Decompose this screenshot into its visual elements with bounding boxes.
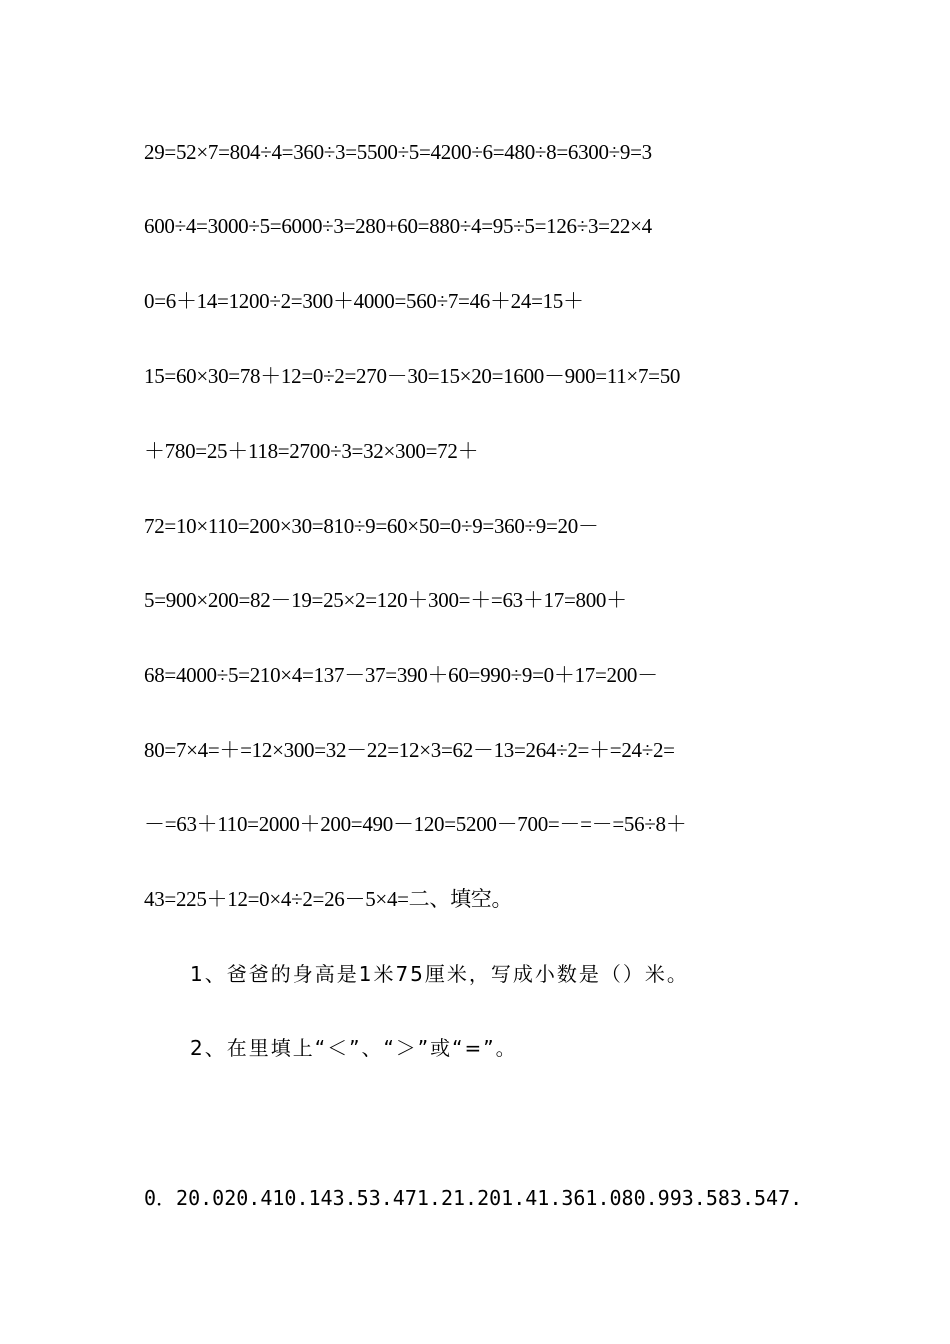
equation-line-5: ＋780=25＋118=2700÷3=32×300=72＋ <box>144 439 479 463</box>
question-2: 2、在里填上“＜”、“＞”或“=”。 <box>190 1036 518 1060</box>
equation-line-1: 29=52×7=804÷4=360÷3=5500÷5=4200÷6=480÷8=6300÷9=3 <box>144 140 652 164</box>
equation-line-10: －=63＋110=2000＋200=490－120=5200－700=－=－=56÷8＋ <box>144 812 687 836</box>
equation-line-7: 5=900×200=82－19=25×2=120＋300=＋=63＋17=800＋ <box>144 588 627 612</box>
equation-line-11: 43=225＋12=0×4÷2=26－5×4=二、填空。 <box>144 887 513 911</box>
decimal-numbers-line: 0．20.020.410.143.53.471.21.201.41.361.080.993.583.547. <box>144 1186 803 1210</box>
equation-line-3: 0=6＋14=1200÷2=300＋4000=560÷7=46＋24=15＋ <box>144 289 584 313</box>
equation-line-8: 68=4000÷5=210×4=137－37=390＋60=990÷9=0＋17=200－ <box>144 663 658 687</box>
question-1: 1、爸爸的身高是1米75厘米，写成小数是（）米。 <box>190 962 689 986</box>
equation-line-9: 80=7×4=＋=12×300=32－22=12×3=62－13=264÷2=＋=24÷2= <box>144 738 675 762</box>
equation-line-6: 72=10×110=200×30=810÷9=60×50=0÷9=360÷9=20－ <box>144 514 599 538</box>
equation-line-2: 600÷4=3000÷5=6000÷3=280+60=880÷4=95÷5=126÷3=22×4 <box>144 214 652 238</box>
equation-line-4: 15=60×30=78＋12=0÷2=270－30=15×20=1600－900=11×7=50 <box>144 364 681 388</box>
